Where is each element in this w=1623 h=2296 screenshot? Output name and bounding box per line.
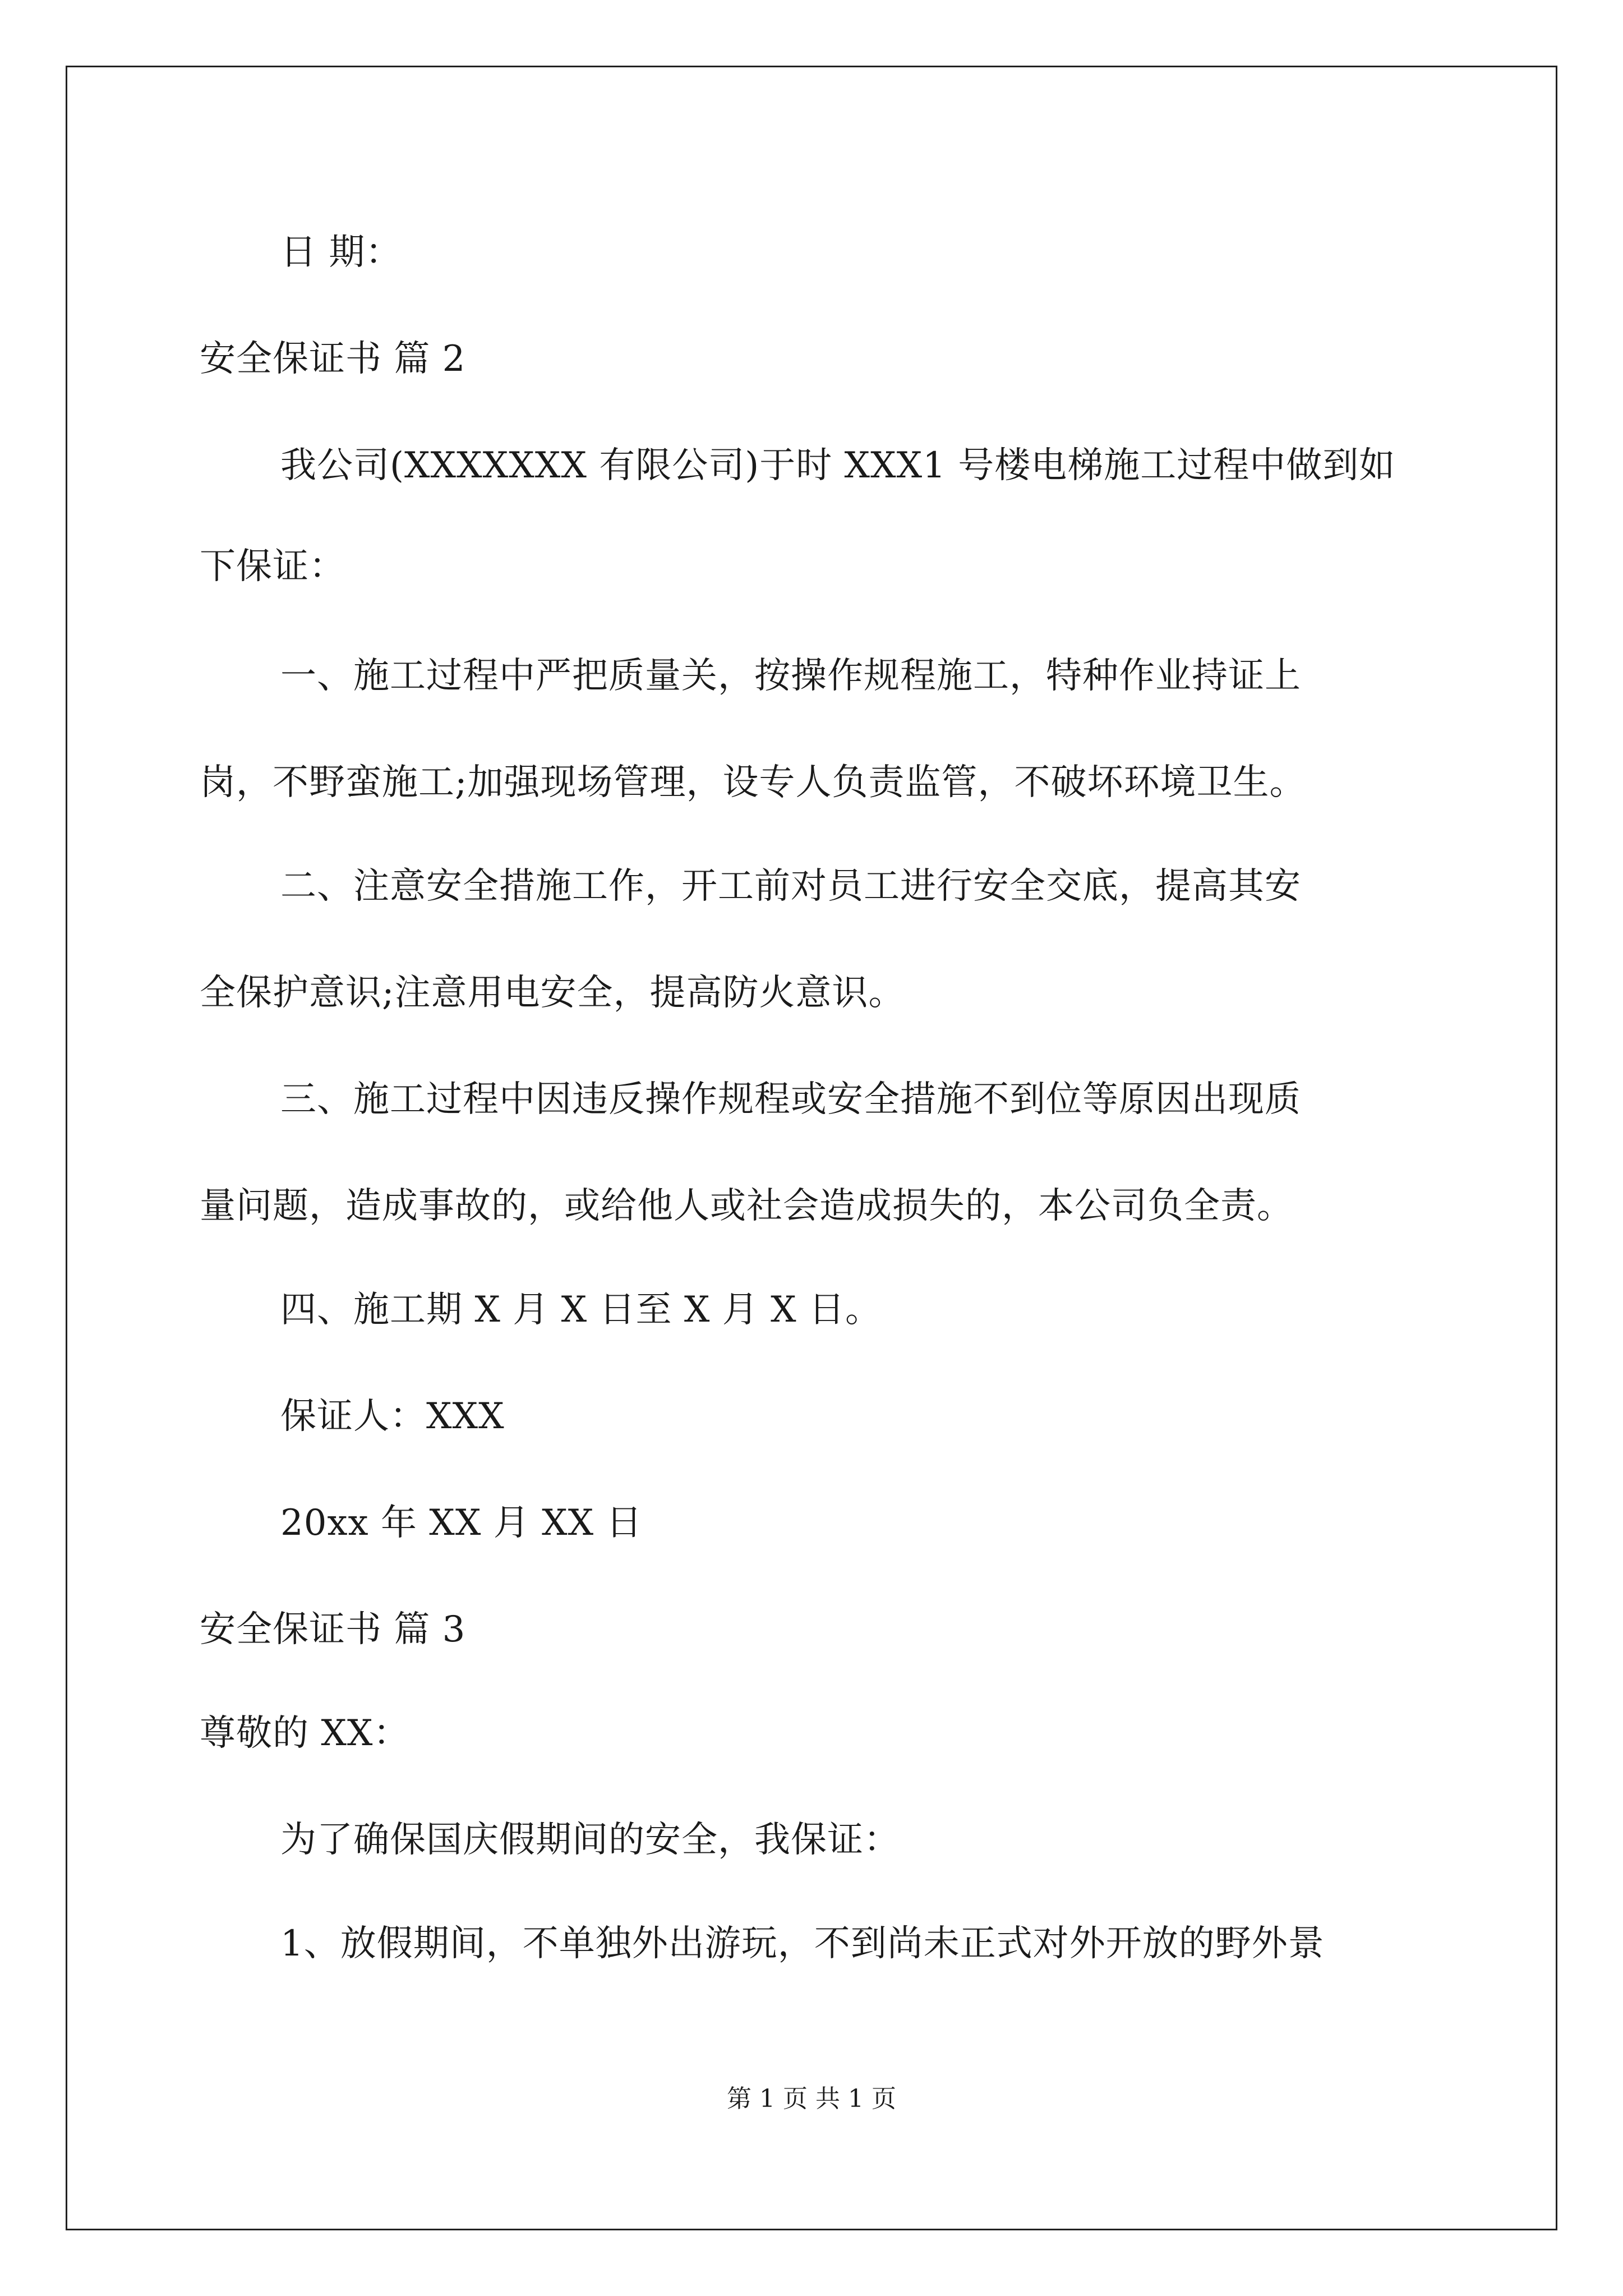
section-heading-3: 安全保证书 篇 3 (200, 1609, 466, 1650)
salutation: 尊敬的 XX： (200, 1713, 410, 1754)
guarantor-line: 保证人：XXX (280, 1396, 505, 1437)
clause-3: 三、施工过程中因违反操作规程或安全措施不到位等原因出现质 (280, 1079, 1301, 1120)
paragraph-intro: 我公司(XXXXXXX 有限公司)于时 XXX1 号楼电梯施工过程中做到如 (280, 445, 1396, 486)
paragraph-intro-cont: 下保证： (200, 546, 345, 587)
paragraph-holiday: 为了确保国庆假期间的安全，我保证： (280, 1819, 900, 1861)
page-border (66, 66, 1557, 2230)
clause-1-cont: 岗，不野蛮施工;加强现场管理，设专人负责监管，不破坏环境卫生。 (200, 762, 1306, 803)
signature-date: 20xx 年 XX 月 XX 日 (280, 1502, 643, 1544)
clause-2: 二、注意安全措施工作，开工前对员工进行安全交底，提高其安 (280, 866, 1301, 907)
clause-4: 四、施工期 X 月 X 日至 X 月 X 日。 (280, 1289, 882, 1331)
clause-1: 一、施工过程中严把质量关，按操作规程施工，特种作业持证上 (280, 655, 1301, 697)
clause-3-cont: 量问题，造成事故的，或给他人或社会造成损失的，本公司负全责。 (200, 1185, 1293, 1227)
item-1: 1、放假期间，不单独外出游玩，不到尚未正式对外开放的野外景 (280, 1923, 1325, 1964)
section-heading-2: 安全保证书 篇 2 (200, 338, 466, 380)
date-label: 日 期： (280, 232, 402, 273)
clause-2-cont: 全保护意识;注意用电安全，提高防火意识。 (200, 972, 905, 1014)
page-number-footer: 第 1 页 共 1 页 (727, 2085, 896, 2113)
